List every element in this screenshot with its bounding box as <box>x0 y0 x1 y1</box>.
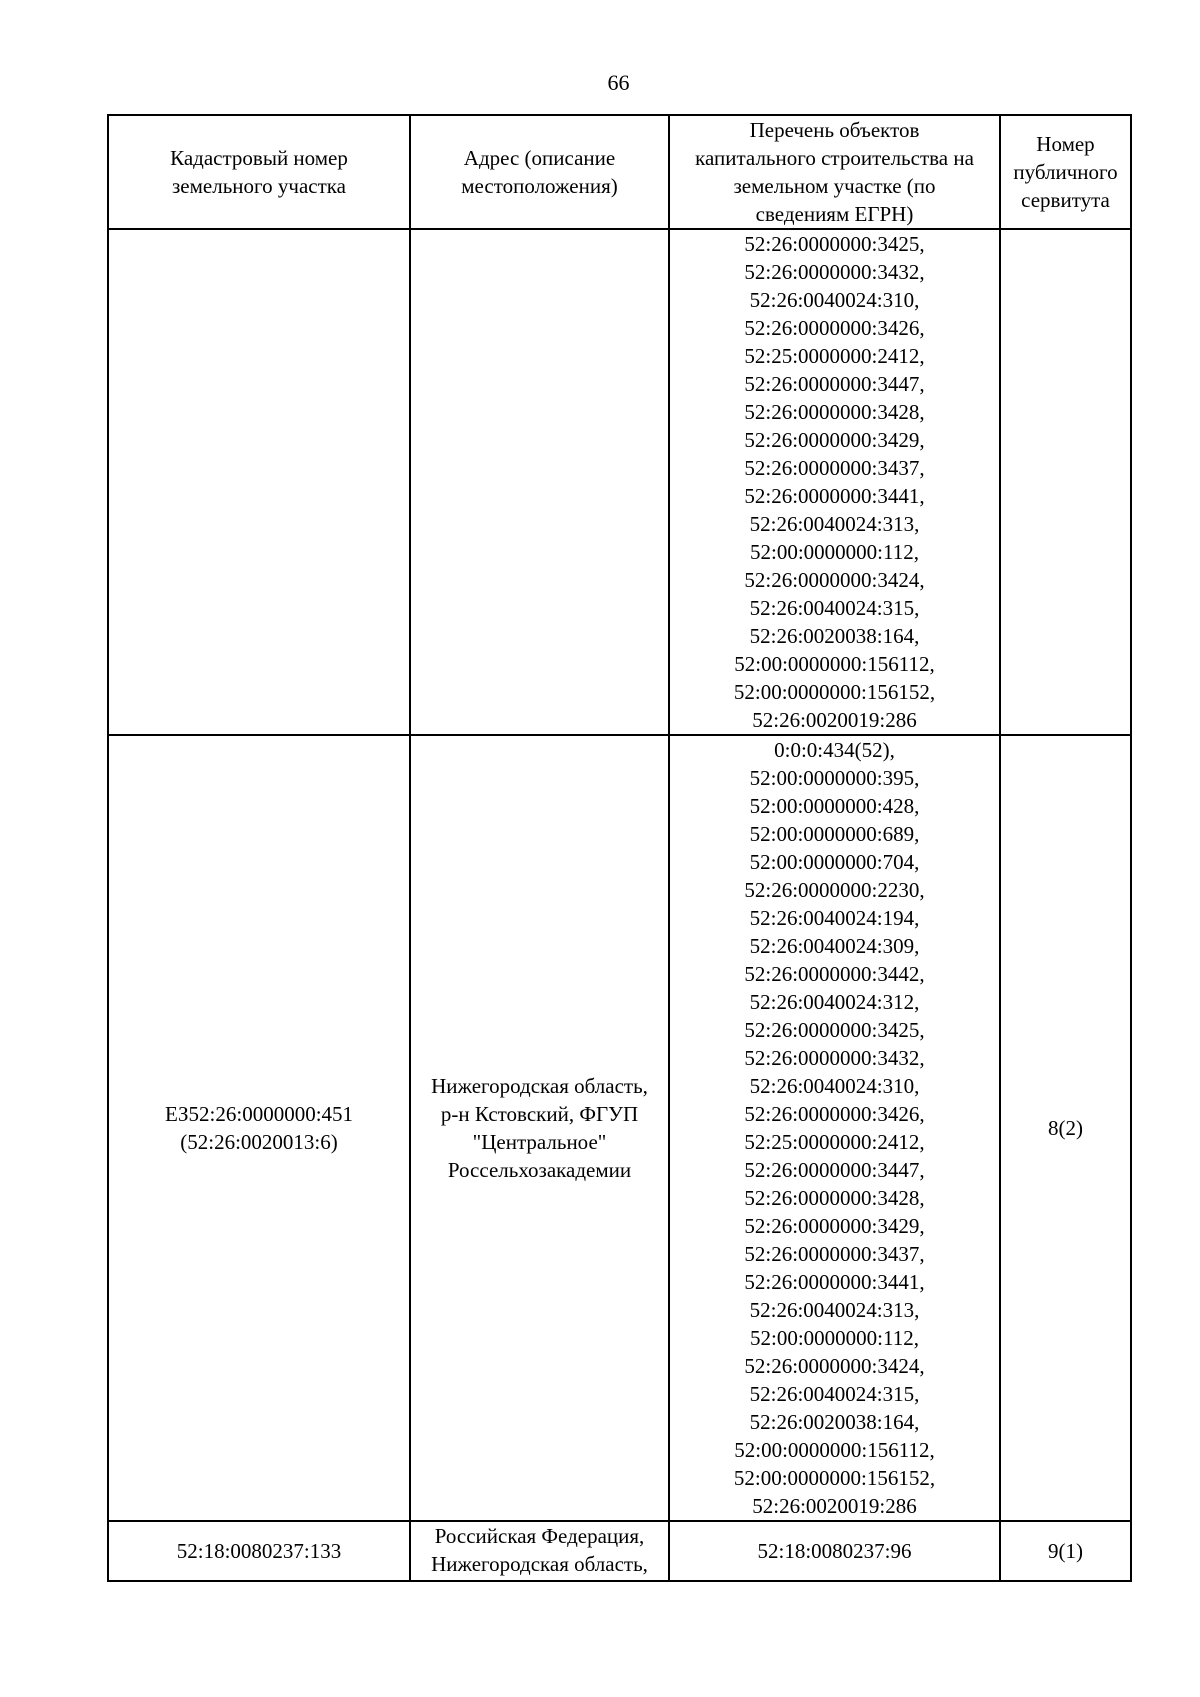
cell-text-line: сведениям ЕГРН) <box>755 202 914 226</box>
table-row <box>108 1521 1131 1581</box>
cell-text-line: 52:26:0000000:3425, <box>744 1018 925 1042</box>
cell-text-line: 52:00:0000000:112, <box>750 540 919 564</box>
servitude-number-cell: 9(1) <box>1000 1521 1131 1581</box>
cell-text-line: 52:26:0040024:313, <box>749 512 920 536</box>
cell-text-line: 52:26:0040024:315, <box>749 1382 920 1406</box>
cell-text-line: 52:26:0000000:3432, <box>744 260 925 284</box>
cell-text-line: 52:26:0040024:310, <box>749 288 920 312</box>
cell-text-line: Адрес (описание <box>463 146 616 170</box>
cell-text-line: 52:26:0000000:3428, <box>744 400 925 424</box>
cell-text-line: 52:26:0000000:3437, <box>744 1242 925 1266</box>
cell-text-line: 52:26:0000000:3426, <box>744 316 925 340</box>
cell-text-line: 52:26:0000000:3442, <box>744 962 925 986</box>
servitude-table <box>107 114 1132 1582</box>
servitude-number-cell <box>1000 229 1131 735</box>
capital-objects-cell <box>669 1521 1000 1581</box>
cell-text-line: 52:25:0000000:2412, <box>744 1130 925 1154</box>
cell-text-line: Российская Федерация, <box>434 1524 645 1548</box>
header-cadastral-number <box>108 115 410 229</box>
cell-text-line: местоположения) <box>461 174 618 198</box>
cell-text-line: Кадастровый номер <box>170 146 348 170</box>
capital-objects-cell <box>669 735 1000 1521</box>
cell-text-line: 52:00:0000000:156112, <box>734 652 935 676</box>
cell-text-line: 52:00:0000000:395, <box>749 766 920 790</box>
cell-text-line: 52:00:0000000:156152, <box>733 680 936 704</box>
cell-text-line: 52:18:0080237:133 <box>176 1539 342 1563</box>
cell-text-line: 52:00:0000000:428, <box>749 794 920 818</box>
cell-text-line: 52:26:0000000:3424, <box>744 568 925 592</box>
cell-text-line: Нижегородская область, <box>431 1552 648 1576</box>
cell-text-line: 52:00:0000000:156152, <box>733 1466 936 1490</box>
cell-text-line: Нижегородская область, <box>431 1074 648 1098</box>
header-servitude-number <box>1000 115 1131 229</box>
cell-text-line: (52:26:0020013:6) <box>180 1130 338 1154</box>
cell-text-line: 52:26:0020019:286 <box>752 1494 917 1518</box>
cell-text-line: 52:26:0040024:313, <box>749 1298 920 1322</box>
address-cell <box>410 1521 669 1581</box>
cell-text-line: 52:26:0000000:3432, <box>744 1046 925 1070</box>
cell-text-line: сервитута <box>1021 188 1110 212</box>
cell-text-line: 52:00:0000000:704, <box>749 850 920 874</box>
cell-text-line: 52:26:0020038:164, <box>749 1410 920 1434</box>
cell-text-line: р-н Кстовский, ФГУП <box>440 1102 639 1126</box>
cell-text-line: 52:26:0040024:194, <box>749 906 920 930</box>
cell-text-line: 52:00:0000000:689, <box>749 822 920 846</box>
cell-text-line: 52:26:0000000:3428, <box>744 1186 925 1210</box>
address-cell <box>410 229 669 735</box>
cell-text-line: 52:00:0000000:156112, <box>734 1438 935 1462</box>
cell-text-line: 52:26:0040024:310, <box>749 1074 920 1098</box>
address-cell <box>410 735 669 1521</box>
cell-text-line: публичного <box>1013 160 1118 184</box>
cell-text-line: 52:25:0000000:2412, <box>744 344 925 368</box>
cell-text-line: Перечень объектов <box>749 118 920 142</box>
cell-text-line: 52:26:0000000:3424, <box>744 1354 925 1378</box>
cell-text-line: земельного участка <box>172 174 346 198</box>
table-row <box>108 229 1131 735</box>
cell-text-line: 52:26:0000000:3447, <box>744 372 925 396</box>
cell-text-line: 52:26:0000000:3429, <box>744 1214 925 1238</box>
page-number: 66 <box>607 70 630 95</box>
cell-text-line: 52:26:0000000:3425, <box>744 232 925 256</box>
cell-text-line: 0:0:0:434(52), <box>774 738 895 762</box>
table-row <box>108 735 1131 1521</box>
cell-text-line: "Центральное" <box>472 1130 607 1154</box>
cell-text-line: 52:26:0040024:309, <box>749 934 920 958</box>
cell-text-line: 52:26:0000000:3426, <box>744 1102 925 1126</box>
cell-text-line: 52:26:0040024:312, <box>749 990 920 1014</box>
cadastral-number-cell <box>108 735 410 1521</box>
header-address <box>410 115 669 229</box>
cadastral-number-cell <box>108 229 410 735</box>
cell-text-line: земельном участке (по <box>733 174 936 198</box>
cell-text-line: 52:26:0000000:3441, <box>744 1270 925 1294</box>
cell-text-line: 52:26:0020019:286 <box>752 708 917 732</box>
cell-text-line: 52:26:0000000:3447, <box>744 1158 925 1182</box>
cell-text-line: 52:26:0000000:3429, <box>744 428 925 452</box>
header-capital-objects <box>669 115 1000 229</box>
cell-text-line: ЕЗ52:26:0000000:451 <box>164 1102 354 1126</box>
cell-text-line: 52:26:0040024:315, <box>749 596 920 620</box>
cadastral-number-cell <box>108 1521 410 1581</box>
capital-objects-cell <box>669 229 1000 735</box>
cell-text-line: Россельхозакадемии <box>447 1158 632 1182</box>
cell-text-line: 52:26:0020038:164, <box>749 624 920 648</box>
cell-text-line: 52:26:0000000:3437, <box>744 456 925 480</box>
cell-text-line: Номер <box>1036 132 1095 156</box>
table-header-row <box>108 115 1131 229</box>
cell-text-line: 52:18:0080237:96 <box>757 1539 912 1563</box>
cell-text-line: 52:26:0000000:3441, <box>744 484 925 508</box>
cell-text-line: 52:00:0000000:112, <box>750 1326 919 1350</box>
servitude-number-cell: 8(2) <box>1000 735 1131 1521</box>
cell-text-line: 52:26:0000000:2230, <box>744 878 925 902</box>
cell-text-line: капитального строительства на <box>695 146 974 170</box>
